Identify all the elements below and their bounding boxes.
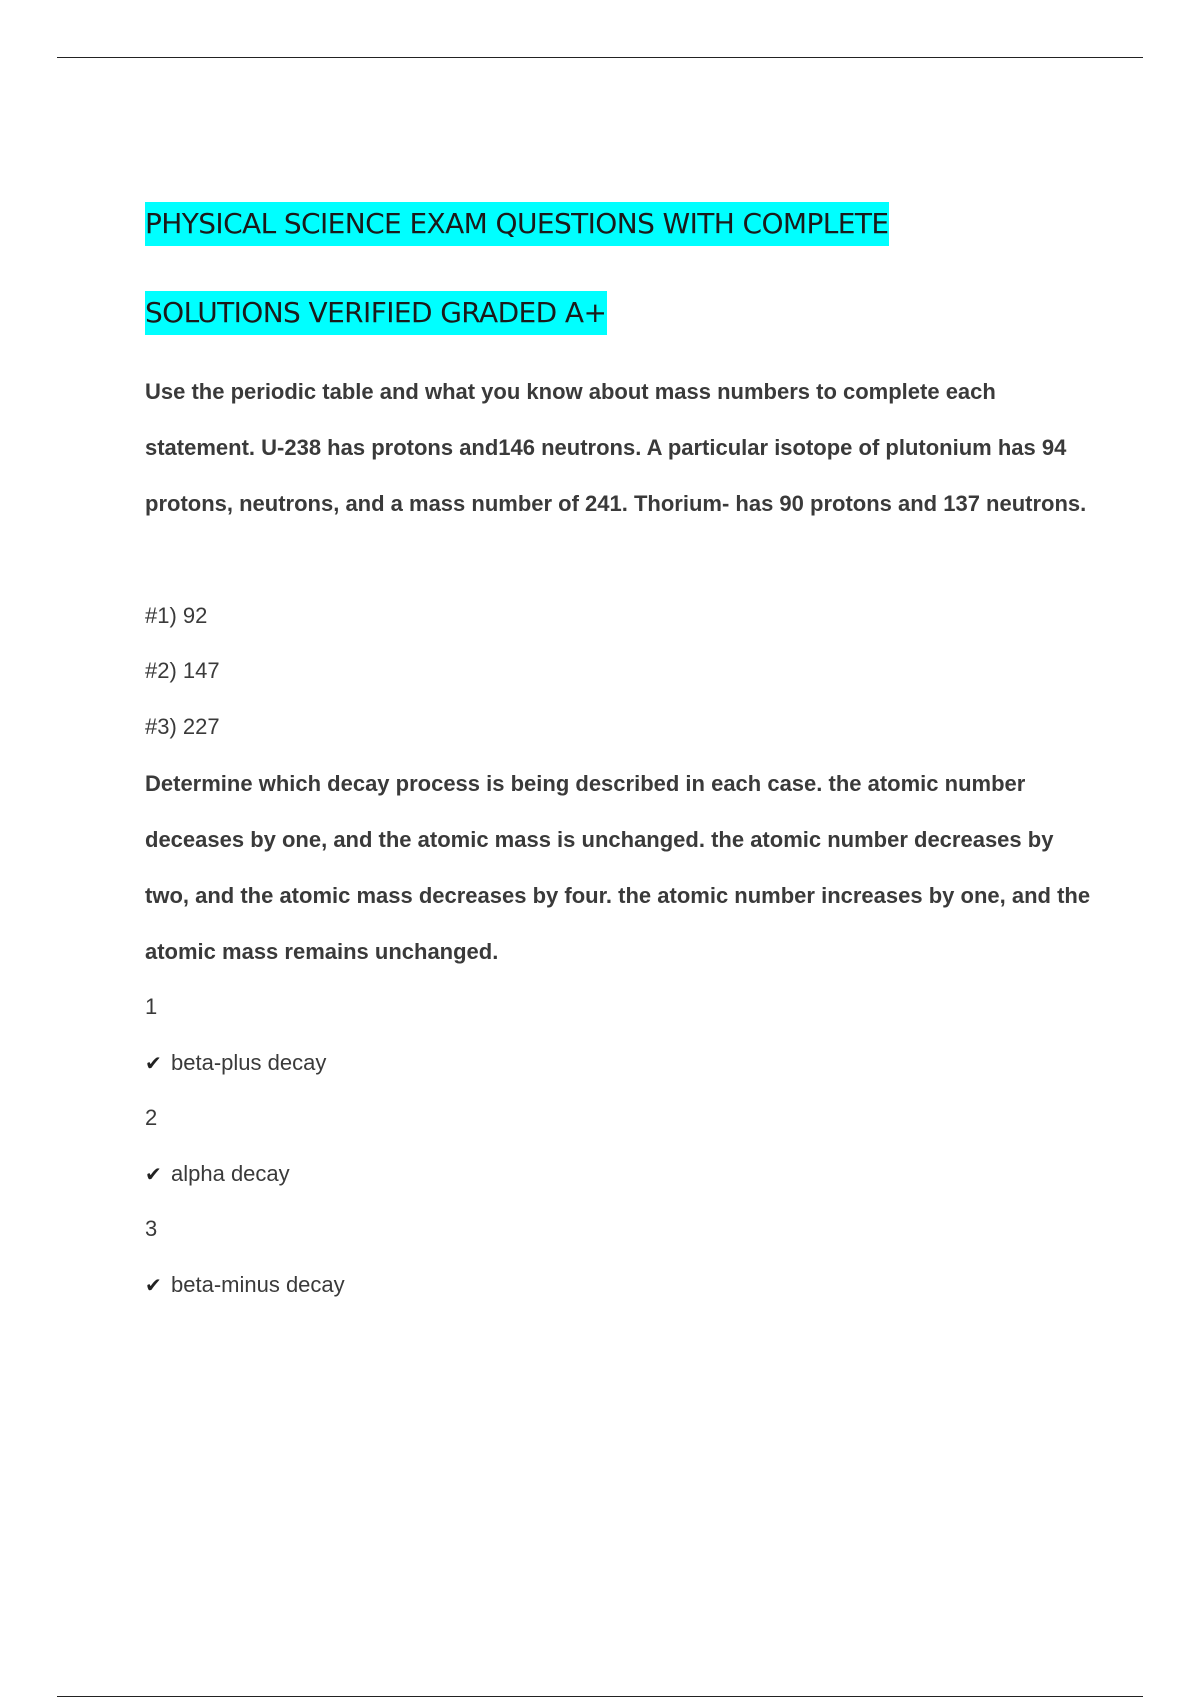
checkmark-icon: ✔ [145, 1162, 162, 1186]
document-title-line-2 [145, 291, 607, 335]
title-highlight-2: SOLUTIONS VERIFIED GRADED A+ [145, 291, 607, 335]
question-1-answer-3: #3) 227 [145, 714, 220, 739]
answer-text: beta-minus decay [171, 1272, 345, 1297]
answer-text: beta-plus decay [171, 1050, 327, 1075]
question-2-item-number-1: 1 [145, 994, 158, 1019]
question-1-text: Use the periodic table and what you know about mass numbers to complete each statement. U-238 has protons and146 neutrons. A particular isotope of plutonium has 94 protons, neutrons, and a mass number of 241. Thorium- has 90 protons and 137 neutrons. [145, 379, 1087, 516]
question-2-item-number-2: 2 [145, 1105, 158, 1130]
answer-text: alpha decay [171, 1161, 290, 1186]
question-1-answer-1: #1) 92 [145, 603, 208, 628]
document-title-line-1 [145, 202, 889, 246]
checkmark-icon: ✔ [145, 1273, 162, 1297]
checkmark-icon: ✔ [145, 1051, 162, 1075]
bottom-rule [57, 1696, 1143, 1697]
question-2-item-number-3: 3 [145, 1216, 158, 1241]
title-highlight-1: PHYSICAL SCIENCE EXAM QUESTIONS WITH COMPLETE [145, 202, 889, 246]
question-2-answer-3 [145, 1270, 345, 1300]
top-rule [57, 57, 1143, 58]
question-2-text: Determine which decay process is being described in each case. the atomic number deceases by one, and the atomic mass is unchanged. the atomic number decreases by two, and the atomic mass decreases by four. the atomic number increases by one, and the atomic mass remains unchanged. [145, 771, 1091, 964]
question-1-answer-2: #2) 147 [145, 658, 220, 683]
question-2-answer-2 [145, 1159, 290, 1189]
question-2-answer-1 [145, 1048, 326, 1078]
